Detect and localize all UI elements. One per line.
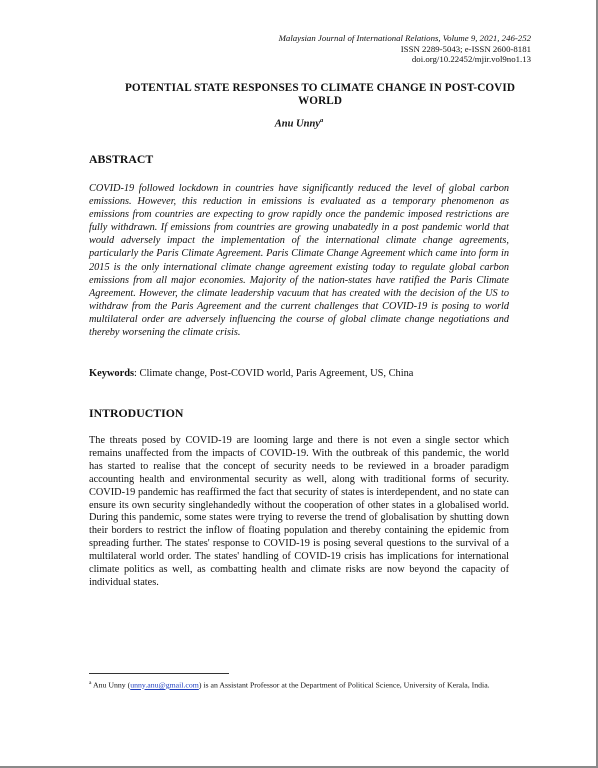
keywords-line [89,367,509,380]
author-email-link[interactable]: unny.anu@gmail.com [130,680,199,690]
journal-citation: Malaysian Journal of International Relations, Volume 9, 2021, 246-252 [278,33,531,43]
keywords-label: Keywords [89,368,135,379]
doi-line: doi.org/10.22452/mjir.vol9no1.13 [411,54,531,65]
issn-line: ISSN 2289-5043; e-ISSN 2600-8181 [400,43,531,54]
footnote-affiliation: ) is an Assistant Professor at the Department of Political Science, University of Kerala, India. [198,680,490,690]
author-name: Anu Unny [274,118,320,130]
journal-header [279,33,531,65]
footnote-divider [89,673,229,674]
author-line [0,117,598,130]
author-footnote [89,679,509,690]
keywords-text: : Climate change, Post-COVID world, Paris Agreement, US, China [134,368,414,379]
introduction-heading: INTRODUCTION [89,406,184,420]
abstract-heading: ABSTRACT [89,152,154,166]
introduction-text: The threats posed by COVID-19 are looming large and there is not even a single sector which remains unaffected from the impacts of COVID-19. With the outbreak of this pandemic, the world has started to realise that the concept of security needs to be reviewed in a broader paradigm accounting health and environmental security as well, along with traditional forms of security. COVID-19 pandemic has reaffirmed the fact that security of states is interdependent, and no state can ensure its own security singlehandedly without the cooperation of other states in a globalised world. During this pandemic, some states were trying to reverse the trend of globalisation by shutting down their borders to restrict the inflow of floating population and thereby containing the epidemic from spreading further. The states' response to COVID-19 is posing several questions to the survival of a multilateral world order. The states' handling of COVID-19 crisis has implications for international climate politics as well, as combatting health and climate risks are now beyond the capacity of individual states. [89,435,509,588]
footnote-name: Anu Unny ( [92,680,131,690]
author-marker: a [319,117,324,124]
abstract-text: COVID-19 followed lockdown in countries have significantly reduced the level of global carbon emissions. However, this reduction in emissions is evaluated as a temporary phenomenon as emissions from countries are expecting to grow rapidly once the pandemic imposed restrictions are fully withdrawn. If emissions from countries are growing unabatedly in a post pandemic world that would adversely impact the implementation of the international climate change agreements, particularly the Paris Climate Agreement. Paris Climate Change Agreement which came into form in 2015 is the only international climate change agreement existing today to regulate global carbon emissions from all major economies. Majority of the nation-states have ratified the Paris Climate Agreement. However, the climate leadership vacuum that has created with the decision of the US to withdraw from the Paris Agreement and the current challenges that COVID-19 is posing to world multilateral order are adversely influencing the course of global climate change negotiations and thereby worsening the climate crisis. [89,183,509,339]
paper-title: POTENTIAL STATE RESPONSES TO CLIMATE CHANGE IN POST-COVID WORLD [125,82,515,107]
footnote-marker: a [89,680,92,686]
